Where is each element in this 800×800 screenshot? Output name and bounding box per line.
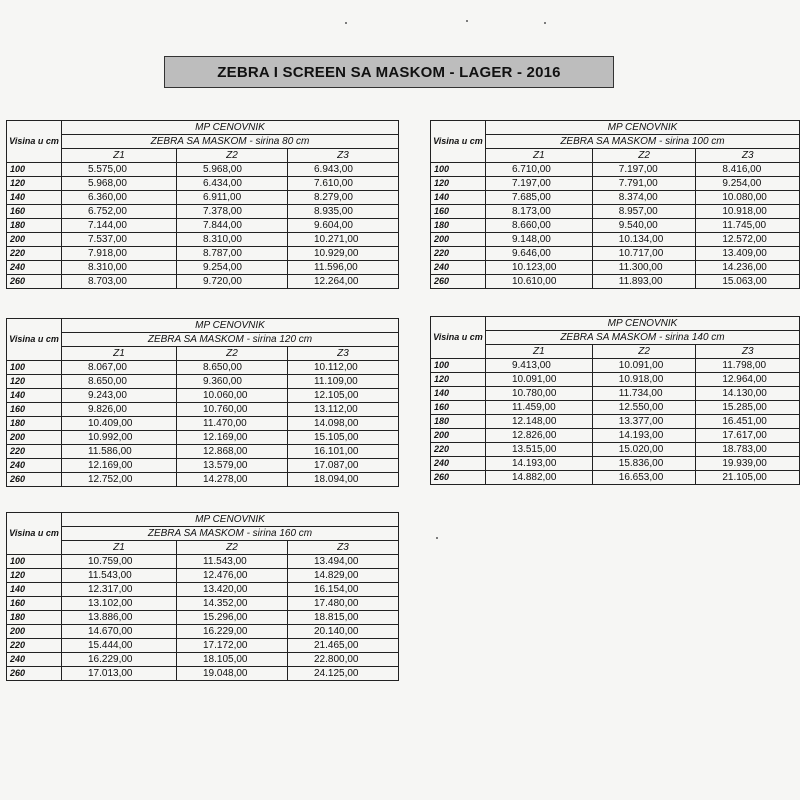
height-cell: 220 [7, 247, 62, 261]
height-cell: 120 [7, 569, 62, 583]
price-cell: 15.020,00 [592, 443, 696, 457]
price-cell: 7.918,00 [62, 247, 177, 261]
table-row [7, 625, 399, 639]
header-row [431, 317, 800, 331]
table-row [431, 191, 800, 205]
price-cell: 10.091,00 [485, 373, 592, 387]
zone-header: Z3 [696, 345, 800, 359]
table-row [7, 583, 399, 597]
price-table [430, 120, 800, 289]
price-cell: 7.685,00 [485, 191, 592, 205]
price-cell: 18.094,00 [288, 473, 399, 487]
height-cell: 100 [7, 361, 62, 375]
table-row [7, 389, 399, 403]
scan-speck [436, 537, 438, 539]
price-cell: 8.660,00 [485, 219, 592, 233]
price-cell: 16.653,00 [592, 471, 696, 485]
height-cell: 200 [431, 429, 486, 443]
price-cell: 12.169,00 [177, 431, 288, 445]
price-cell: 9.148,00 [485, 233, 592, 247]
price-cell: 10.080,00 [696, 191, 800, 205]
zone-header: Z1 [485, 345, 592, 359]
price-cell: 12.572,00 [696, 233, 800, 247]
height-cell: 220 [431, 443, 486, 457]
price-cell: 19.048,00 [177, 667, 288, 681]
price-list-title: MP CENOVNIK [485, 317, 799, 331]
price-list-title: MP CENOVNIK [62, 121, 399, 135]
height-cell: 140 [431, 191, 486, 205]
price-cell: 13.409,00 [696, 247, 800, 261]
header-row [7, 121, 399, 135]
price-cell: 5.968,00 [62, 177, 177, 191]
price-cell: 9.413,00 [485, 359, 592, 373]
height-cell: 220 [7, 445, 62, 459]
price-table [430, 316, 800, 485]
height-cell: 140 [7, 583, 62, 597]
height-cell: 100 [431, 163, 486, 177]
height-cell: 120 [7, 375, 62, 389]
price-cell: 15.296,00 [177, 611, 288, 625]
table-row [431, 471, 800, 485]
price-cell: 12.105,00 [288, 389, 399, 403]
price-cell: 13.377,00 [592, 415, 696, 429]
price-table [6, 318, 399, 487]
price-cell: 8.703,00 [62, 275, 177, 289]
price-cell: 10.918,00 [592, 373, 696, 387]
price-list-title: MP CENOVNIK [62, 319, 399, 333]
price-cell: 6.943,00 [288, 163, 399, 177]
price-cell: 14.829,00 [288, 569, 399, 583]
zone-header-row [431, 345, 800, 359]
price-cell: 12.169,00 [62, 459, 177, 473]
height-column-header: Visina u cm [431, 121, 486, 163]
price-cell: 14.193,00 [485, 457, 592, 471]
subtitle-row [431, 331, 800, 345]
table-row [431, 387, 800, 401]
height-cell: 180 [7, 611, 62, 625]
zone-header: Z3 [288, 541, 399, 555]
scan-speck [345, 22, 347, 24]
table-row [7, 431, 399, 445]
price-cell: 9.604,00 [288, 219, 399, 233]
price-cell: 8.067,00 [62, 361, 177, 375]
price-cell: 17.013,00 [62, 667, 177, 681]
price-cell: 15.063,00 [696, 275, 800, 289]
price-cell: 7.844,00 [177, 219, 288, 233]
table-row [431, 163, 800, 177]
table-subtitle: ZEBRA SA MASKOM - sirina 160 cm [62, 527, 399, 541]
height-cell: 200 [431, 233, 486, 247]
price-cell: 14.193,00 [592, 429, 696, 443]
table-row [431, 177, 800, 191]
scan-speck [544, 22, 546, 24]
zone-header: Z1 [62, 541, 177, 555]
price-cell: 8.173,00 [485, 205, 592, 219]
price-cell: 8.787,00 [177, 247, 288, 261]
table-subtitle: ZEBRA SA MASKOM - sirina 80 cm [62, 135, 399, 149]
price-cell: 12.264,00 [288, 275, 399, 289]
price-cell: 14.882,00 [485, 471, 592, 485]
price-cell: 21.465,00 [288, 639, 399, 653]
price-cell: 10.759,00 [62, 555, 177, 569]
subtitle-row [7, 135, 399, 149]
zone-header: Z1 [485, 149, 592, 163]
height-cell: 220 [431, 247, 486, 261]
height-cell: 140 [7, 191, 62, 205]
price-cell: 8.310,00 [177, 233, 288, 247]
table-row [7, 261, 399, 275]
height-cell: 100 [7, 555, 62, 569]
price-cell: 8.650,00 [177, 361, 288, 375]
price-cell: 9.254,00 [696, 177, 800, 191]
table-row [431, 443, 800, 457]
table-row [7, 445, 399, 459]
zone-header: Z1 [62, 149, 177, 163]
price-cell: 24.125,00 [288, 667, 399, 681]
height-cell: 240 [431, 261, 486, 275]
price-cell: 11.745,00 [696, 219, 800, 233]
price-cell: 11.470,00 [177, 417, 288, 431]
height-column-header: Visina u cm [7, 121, 62, 163]
subtitle-row [7, 333, 399, 347]
price-cell: 14.130,00 [696, 387, 800, 401]
price-cell: 10.717,00 [592, 247, 696, 261]
height-cell: 260 [7, 275, 62, 289]
subtitle-row [7, 527, 399, 541]
price-cell: 10.060,00 [177, 389, 288, 403]
table-row [431, 261, 800, 275]
table-subtitle: ZEBRA SA MASKOM - sirina 120 cm [62, 333, 399, 347]
zone-header: Z2 [177, 149, 288, 163]
price-cell: 11.109,00 [288, 375, 399, 389]
height-cell: 180 [431, 219, 486, 233]
height-cell: 260 [7, 667, 62, 681]
table-row [7, 417, 399, 431]
price-cell: 19.939,00 [696, 457, 800, 471]
height-cell: 140 [431, 387, 486, 401]
price-cell: 14.352,00 [177, 597, 288, 611]
height-cell: 260 [431, 275, 486, 289]
price-cell: 11.543,00 [62, 569, 177, 583]
height-cell: 200 [7, 431, 62, 445]
price-cell: 6.360,00 [62, 191, 177, 205]
price-cell: 9.243,00 [62, 389, 177, 403]
price-cell: 7.537,00 [62, 233, 177, 247]
height-cell: 160 [7, 597, 62, 611]
price-cell: 13.515,00 [485, 443, 592, 457]
price-cell: 10.918,00 [696, 205, 800, 219]
height-column-header: Visina u cm [7, 319, 62, 361]
price-cell: 5.968,00 [177, 163, 288, 177]
table-row [7, 473, 399, 487]
height-column-header: Visina u cm [7, 513, 62, 555]
price-cell: 12.476,00 [177, 569, 288, 583]
table-row [7, 667, 399, 681]
table-row [431, 247, 800, 261]
price-cell: 7.197,00 [485, 177, 592, 191]
height-cell: 160 [7, 403, 62, 417]
header-row [431, 121, 800, 135]
price-cell: 13.420,00 [177, 583, 288, 597]
zone-header: Z3 [288, 149, 399, 163]
height-cell: 180 [431, 415, 486, 429]
price-cell: 10.929,00 [288, 247, 399, 261]
table-row [7, 233, 399, 247]
price-cell: 8.279,00 [288, 191, 399, 205]
price-cell: 12.148,00 [485, 415, 592, 429]
price-cell: 9.540,00 [592, 219, 696, 233]
price-cell: 10.112,00 [288, 361, 399, 375]
table-row [431, 359, 800, 373]
price-cell: 21.105,00 [696, 471, 800, 485]
price-cell: 8.650,00 [62, 375, 177, 389]
header-row [7, 319, 399, 333]
table-row [431, 219, 800, 233]
price-cell: 15.444,00 [62, 639, 177, 653]
price-cell: 12.752,00 [62, 473, 177, 487]
table-row [7, 361, 399, 375]
price-cell: 6.911,00 [177, 191, 288, 205]
height-cell: 260 [7, 473, 62, 487]
height-cell: 260 [431, 471, 486, 485]
price-cell: 11.734,00 [592, 387, 696, 401]
price-cell: 10.610,00 [485, 275, 592, 289]
table-row [431, 205, 800, 219]
table-row [7, 639, 399, 653]
price-cell: 15.285,00 [696, 401, 800, 415]
price-cell: 14.670,00 [62, 625, 177, 639]
height-cell: 220 [7, 639, 62, 653]
price-cell: 9.720,00 [177, 275, 288, 289]
price-cell: 18.783,00 [696, 443, 800, 457]
height-cell: 160 [431, 205, 486, 219]
price-cell: 22.800,00 [288, 653, 399, 667]
price-cell: 12.826,00 [485, 429, 592, 443]
page-title: ZEBRA I SCREEN SA MASKOM - LAGER - 2016 [164, 56, 614, 88]
table-row [7, 375, 399, 389]
price-cell: 11.300,00 [592, 261, 696, 275]
price-cell: 11.596,00 [288, 261, 399, 275]
price-cell: 11.798,00 [696, 359, 800, 373]
price-cell: 14.098,00 [288, 417, 399, 431]
price-cell: 15.836,00 [592, 457, 696, 471]
price-cell: 9.646,00 [485, 247, 592, 261]
price-cell: 6.710,00 [485, 163, 592, 177]
height-cell: 120 [7, 177, 62, 191]
price-cell: 10.134,00 [592, 233, 696, 247]
table-row [7, 177, 399, 191]
table-row [431, 401, 800, 415]
price-list-title: MP CENOVNIK [62, 513, 399, 527]
zone-header-row [7, 149, 399, 163]
price-cell: 10.123,00 [485, 261, 592, 275]
zone-header: Z2 [177, 347, 288, 361]
price-cell: 10.760,00 [177, 403, 288, 417]
table-row [7, 555, 399, 569]
table-row [431, 457, 800, 471]
height-cell: 200 [7, 625, 62, 639]
price-cell: 12.550,00 [592, 401, 696, 415]
table-row [7, 205, 399, 219]
table-row [431, 429, 800, 443]
price-cell: 12.868,00 [177, 445, 288, 459]
price-cell: 14.236,00 [696, 261, 800, 275]
table-row [7, 597, 399, 611]
price-cell: 17.172,00 [177, 639, 288, 653]
price-cell: 11.543,00 [177, 555, 288, 569]
table-row [7, 403, 399, 417]
height-cell: 200 [7, 233, 62, 247]
price-cell: 13.886,00 [62, 611, 177, 625]
price-cell: 11.459,00 [485, 401, 592, 415]
price-cell: 9.826,00 [62, 403, 177, 417]
price-cell: 8.310,00 [62, 261, 177, 275]
price-cell: 17.480,00 [288, 597, 399, 611]
price-cell: 13.102,00 [62, 597, 177, 611]
price-cell: 16.101,00 [288, 445, 399, 459]
price-cell: 7.144,00 [62, 219, 177, 233]
price-cell: 20.140,00 [288, 625, 399, 639]
table-row [431, 373, 800, 387]
table-row [7, 219, 399, 233]
zone-header-row [431, 149, 800, 163]
height-cell: 120 [431, 373, 486, 387]
price-cell: 7.197,00 [592, 163, 696, 177]
price-cell: 7.610,00 [288, 177, 399, 191]
height-cell: 100 [431, 359, 486, 373]
table-row [7, 611, 399, 625]
price-cell: 9.254,00 [177, 261, 288, 275]
height-cell: 160 [431, 401, 486, 415]
height-cell: 100 [7, 163, 62, 177]
price-cell: 10.409,00 [62, 417, 177, 431]
price-cell: 8.416,00 [696, 163, 800, 177]
price-cell: 7.378,00 [177, 205, 288, 219]
price-cell: 9.360,00 [177, 375, 288, 389]
header-row [7, 513, 399, 527]
price-table [6, 512, 399, 681]
table-row [7, 163, 399, 177]
price-cell: 16.229,00 [62, 653, 177, 667]
price-cell: 10.780,00 [485, 387, 592, 401]
height-cell: 180 [7, 417, 62, 431]
table-row [7, 569, 399, 583]
price-cell: 12.964,00 [696, 373, 800, 387]
height-column-header: Visina u cm [431, 317, 486, 359]
height-cell: 180 [7, 219, 62, 233]
price-cell: 13.494,00 [288, 555, 399, 569]
height-cell: 120 [431, 177, 486, 191]
price-cell: 6.434,00 [177, 177, 288, 191]
price-cell: 10.271,00 [288, 233, 399, 247]
price-cell: 7.791,00 [592, 177, 696, 191]
zone-header: Z2 [177, 541, 288, 555]
height-cell: 160 [7, 205, 62, 219]
zone-header: Z3 [288, 347, 399, 361]
price-cell: 18.105,00 [177, 653, 288, 667]
price-cell: 17.617,00 [696, 429, 800, 443]
price-cell: 13.579,00 [177, 459, 288, 473]
price-cell: 8.935,00 [288, 205, 399, 219]
price-table [6, 120, 399, 289]
price-cell: 11.893,00 [592, 275, 696, 289]
price-cell: 10.992,00 [62, 431, 177, 445]
table-row [7, 653, 399, 667]
price-cell: 18.815,00 [288, 611, 399, 625]
zone-header: Z3 [696, 149, 800, 163]
price-cell: 11.586,00 [62, 445, 177, 459]
subtitle-row [431, 135, 800, 149]
zone-header-row [7, 541, 399, 555]
price-cell: 14.278,00 [177, 473, 288, 487]
price-cell: 8.957,00 [592, 205, 696, 219]
zone-header: Z1 [62, 347, 177, 361]
price-cell: 6.752,00 [62, 205, 177, 219]
table-row [7, 247, 399, 261]
price-list-title: MP CENOVNIK [485, 121, 799, 135]
height-cell: 240 [7, 261, 62, 275]
scan-speck [466, 20, 468, 22]
height-cell: 240 [7, 459, 62, 473]
price-cell: 8.374,00 [592, 191, 696, 205]
zone-header: Z2 [592, 345, 696, 359]
price-cell: 17.087,00 [288, 459, 399, 473]
price-cell: 15.105,00 [288, 431, 399, 445]
table-subtitle: ZEBRA SA MASKOM - sirina 100 cm [485, 135, 799, 149]
table-row [7, 275, 399, 289]
price-cell: 12.317,00 [62, 583, 177, 597]
table-row [431, 415, 800, 429]
table-row [7, 459, 399, 473]
table-row [431, 233, 800, 247]
price-cell: 5.575,00 [62, 163, 177, 177]
price-cell: 13.112,00 [288, 403, 399, 417]
price-cell: 16.154,00 [288, 583, 399, 597]
height-cell: 240 [7, 653, 62, 667]
price-cell: 10.091,00 [592, 359, 696, 373]
height-cell: 240 [431, 457, 486, 471]
zone-header-row [7, 347, 399, 361]
table-row [7, 191, 399, 205]
price-cell: 16.451,00 [696, 415, 800, 429]
price-cell: 16.229,00 [177, 625, 288, 639]
table-row [431, 275, 800, 289]
zone-header: Z2 [592, 149, 696, 163]
height-cell: 140 [7, 389, 62, 403]
table-subtitle: ZEBRA SA MASKOM - sirina 140 cm [485, 331, 799, 345]
